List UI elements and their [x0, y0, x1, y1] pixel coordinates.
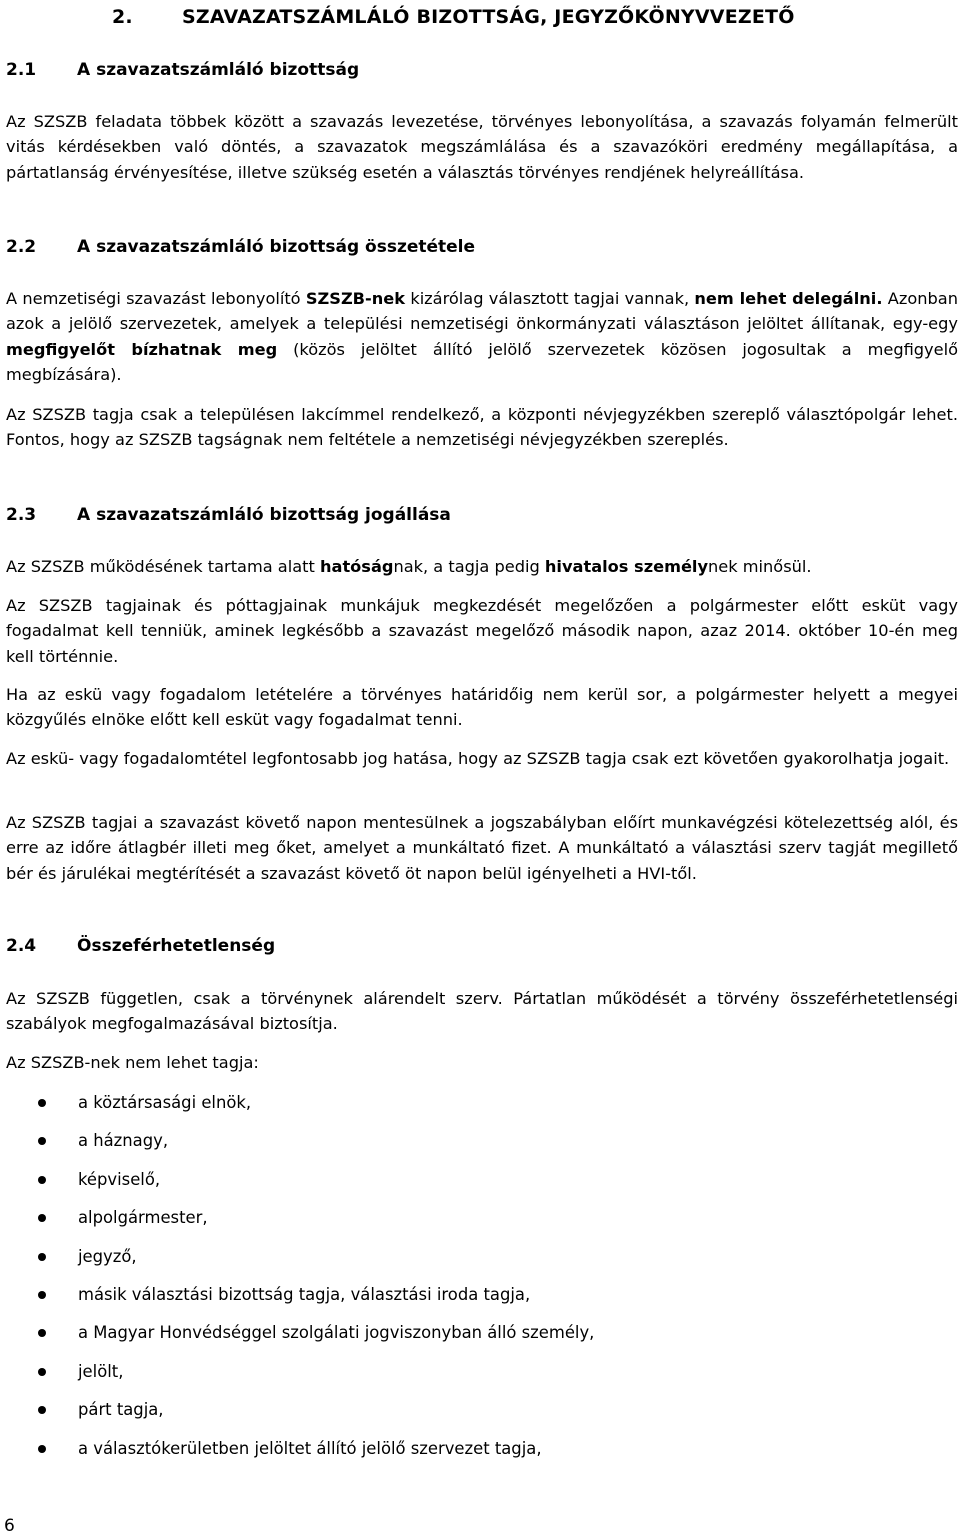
list-item-text: másik választási bizottság tagja, választási iroda tagja, — [78, 1284, 531, 1304]
paragraph-2-4-1: Az SZSZB független, csak a törvénynek alárendelt szerv. Pártatlan működését a törvény összeférhetetlenségi szabályok megfogalmazásával biztosítja. — [6, 989, 958, 1034]
bullet-icon — [38, 1445, 46, 1453]
subsection-2-1-heading — [6, 60, 359, 80]
list-item — [0, 1161, 960, 1199]
list-item — [0, 1276, 960, 1314]
list-item — [0, 1084, 960, 1122]
paragraph-2-3-2: Az SZSZB tagjainak és póttagjainak munkájuk megkezdését megelőzően a polgármester előtt esküt vagy fogadalmat kell tenniük, aminek legkésőbb a szavazást megelőző második napon, azaz 2014. október 10-én meg kell történnie. — [6, 596, 958, 666]
bullet-icon — [38, 1214, 46, 1222]
text-run: nak, a tagja pedig — [393, 557, 545, 576]
paragraph-2-3-1 — [6, 554, 958, 579]
bold-run: hivatalos személy — [544, 557, 709, 576]
section-title: SZAVAZATSZÁMLÁLÓ BIZOTTSÁG, JEGYZŐKÖNYVVEZETŐ — [182, 6, 795, 28]
bullet-icon — [38, 1253, 46, 1261]
text-run: A nemzetiségi szavazást lebonyolító — [6, 289, 306, 308]
paragraph-2-2-1 — [6, 286, 958, 388]
text-run: kizárólag választott tagjai vannak, — [405, 289, 695, 308]
subsection-number: 2.4 — [6, 936, 37, 956]
paragraph-2-1-1: Az SZSZB feladata többek között a szavazás levezetése, törvényes lebonyolítása, a szavazás folyamán felmerült vitás kérdésekben való döntés, a szavazatok megszámlálása és a szavazóköri eredmény megállapítása, a pártatlanság érvényesítése, illetve szükség esetén a választás törvényes rendjének helyreállítása. — [6, 112, 958, 182]
subsection-2-3-heading — [6, 505, 451, 525]
subsection-number: 2.2 — [6, 237, 37, 257]
bullet-icon — [38, 1137, 46, 1145]
paragraph-2-3-3: Ha az eskü vagy fogadalom letételére a törvényes határidőig nem kerül sor, a polgármester helyett a megyei közgyűlés elnöke előtt kell esküt vagy fogadalmat tenni. — [6, 685, 958, 730]
list-item-text: képviselő, — [78, 1169, 161, 1189]
ineligible-members-list — [0, 1084, 960, 1468]
list-item-text: alpolgármester, — [78, 1208, 208, 1228]
paragraph-2-4-2: Az SZSZB-nek nem lehet tagja: — [6, 1053, 259, 1072]
list-item — [0, 1353, 960, 1391]
bold-run: SZSZB-nek — [305, 289, 406, 308]
list-item — [0, 1238, 960, 1276]
subsection-2-4-heading — [6, 936, 275, 956]
list-item-text: a háznagy, — [78, 1131, 169, 1151]
text-run: (közös jelöltet állító jelölő szervezetek közösen jogosultak a megfigyelő megbízására). — [6, 339, 959, 385]
list-item-text: jelölt, — [78, 1361, 124, 1381]
subsection-number: 2.1 — [6, 60, 37, 80]
list-item-text: a választókerületben jelöltet állító jelölő szervezet tagja, — [78, 1438, 542, 1458]
list-item — [0, 1430, 960, 1468]
list-item-text: párt tagja, — [78, 1400, 164, 1420]
bold-run: hatóság — [320, 557, 394, 576]
text-run: Az SZSZB működésének tartama alatt — [6, 557, 320, 576]
bullet-icon — [38, 1291, 46, 1299]
bullet-icon — [38, 1406, 46, 1414]
subsection-2-2-heading — [6, 237, 475, 257]
subsection-title: Összeférhetetlenség — [77, 936, 276, 956]
bullet-icon — [38, 1176, 46, 1184]
paragraph-2-3-5: Az SZSZB tagjai a szavazást követő napon mentesülnek a jogszabályban előírt munkavégzési kötelezettség alól, és erre az időre átlagbér illeti meg őket, amelyet a munkáltató fizet. A munkáltató a választási szerv tagját megillető bér és járulékai megtérítését a szavazást követő öt napon belül igényelheti a HVI-től. — [6, 813, 958, 883]
bullet-icon — [38, 1099, 46, 1107]
section-number: 2. — [112, 6, 133, 28]
subsection-title: A szavazatszámláló bizottság összetétele — [77, 237, 476, 257]
section-heading — [112, 6, 795, 28]
text-run: nek minősül. — [708, 557, 812, 576]
list-item-text: jegyző, — [78, 1246, 137, 1266]
paragraph-2-2-2: Az SZSZB tagja csak a településen lakcímmel rendelkező, a központi névjegyzékben szereplő választópolgár lehet. Fontos, hogy az SZSZB tagságnak nem feltétele a nemzetiségi névjegyzékben szereplés. — [6, 405, 958, 450]
page-number: 6 — [4, 1516, 15, 1536]
list-item — [0, 1314, 960, 1352]
paragraph-2-3-4: Az eskü- vagy fogadalomtétel legfontosabb jog hatása, hogy az SZSZB tagja csak ezt követően gyakorolhatja jogait. — [6, 749, 950, 768]
list-item — [0, 1199, 960, 1237]
bullet-icon — [38, 1368, 46, 1376]
text-run: Azonban azok a jelölő szervezetek, amelyek a települési nemzetiségi önkormányzati választáson jelöltet állítanak, egy-egy — [6, 289, 958, 334]
bullet-icon — [38, 1329, 46, 1337]
list-item-text: a köztársasági elnök, — [78, 1093, 252, 1112]
bold-run: megfigyelőt bízhatnak meg — [6, 339, 278, 359]
list-item — [0, 1122, 960, 1160]
subsection-number: 2.3 — [6, 505, 37, 525]
list-item-text: a Magyar Honvédséggel szolgálati jogviszonyban álló személy, — [78, 1323, 595, 1343]
subsection-title: A szavazatszámláló bizottság — [77, 60, 360, 80]
subsection-title: A szavazatszámláló bizottság jogállása — [77, 505, 451, 525]
list-item — [0, 1391, 960, 1429]
bold-run: nem lehet delegálni. — [694, 289, 883, 308]
